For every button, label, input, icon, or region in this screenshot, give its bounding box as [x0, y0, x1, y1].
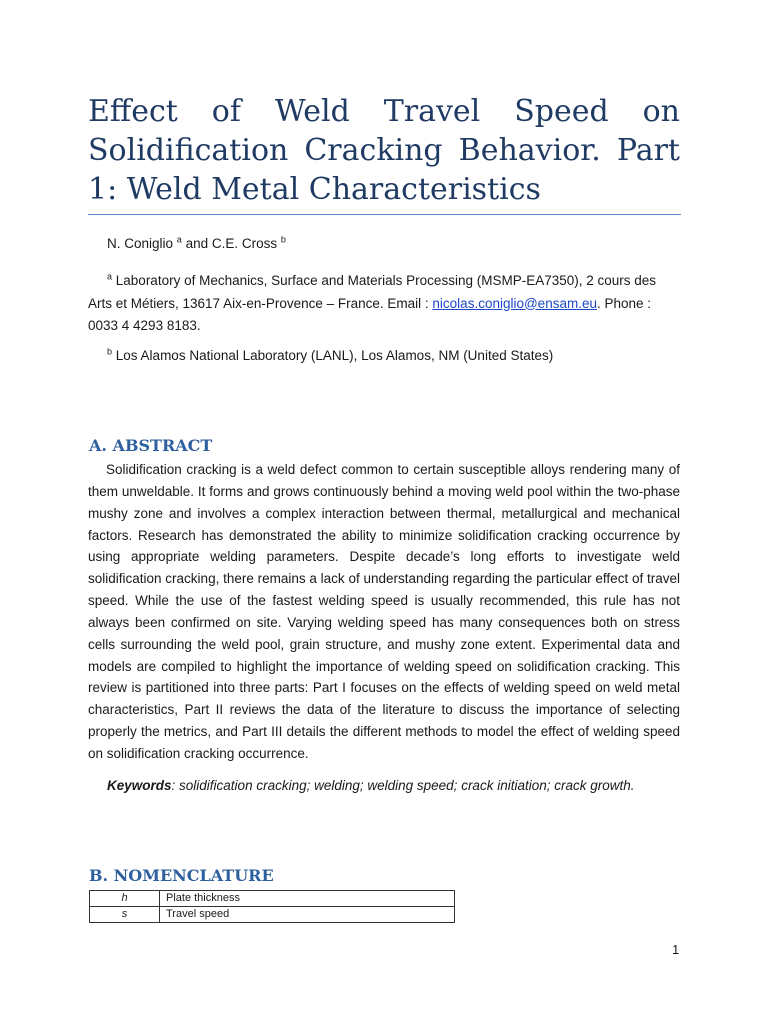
keywords-line — [107, 778, 635, 793]
keywords-text: : solidification cracking; welding; welding speed; crack initiation; crack growth. — [171, 778, 635, 793]
author-2: C.E. Cross — [211, 236, 278, 251]
table-row — [90, 891, 455, 907]
affiliation-b-mark: b — [107, 346, 113, 357]
affiliation-a-text: Laboratory of Mechanics, Surface and Materials Processing (MSMP-EA7350), 2 cours des Arts et Métiers, 13617 Aix-en-Provence – France. Email : — [88, 273, 657, 311]
nomenclature-heading: B. NOMENCLATURE — [89, 866, 274, 885]
affiliation-a-phone: . Phone : 0033 4 4293 8183. — [88, 295, 652, 333]
author-1: N. Coniglio — [107, 236, 174, 251]
author-line — [107, 236, 286, 251]
abstract-body: Solidification cracking is a weld defect common to certain susceptible alloys rendering many of them unweldable. It forms and grows continuously behind a moving weld pool within the two-phase mushy zone and involves a complex interaction between thermal, metallurgical and mechanical factors. Research has demonstrated the ability to minimize solidification cracking occurrence by using appropriate welding parameters. Despite decade’s long efforts to investigate weld solidification cracking, there remains a lack of understanding regarding the particular effect of travel speed. While the use of the fastest welding speed is usually recommended, this rule has not always been confirmed on site. Varying welding speed has many consequences both on stress cells surrounding the weld pool, grain structure, and mushy zone extent. Experimental data and models are compiled to highlight the importance of welding speed on solidification cracking. This review is partitioned into three parts: Part I focuses on the effects of welding speed on weld metal characteristics, Part II reviews the data of the literature to discuss the importance of selecting properly the metrics, and Part III details the different methods to model the effect of welding speed on solidification cracking occurrence. — [88, 462, 680, 761]
author-1-affil-mark: a — [176, 234, 182, 245]
author-2-affil-mark: b — [280, 234, 286, 245]
paper-title: Effect of Weld Travel Speed on Solidification Cracking Behavior. Part 1: Weld Metal Characteristics — [88, 94, 680, 207]
author-conjunction: and — [185, 236, 209, 251]
nomenclature-table — [89, 890, 455, 923]
symbol-cell: s — [90, 907, 160, 923]
affiliation-b-text: Los Alamos National Laboratory (LANL), Los Alamos, NM (United States) — [115, 348, 554, 363]
keywords-label: Keywords — [107, 778, 172, 793]
symbol-cell: h — [90, 891, 160, 907]
title-divider — [88, 214, 681, 215]
table-row — [90, 907, 455, 923]
meaning-cell: Plate thickness — [160, 891, 455, 907]
email-link[interactable]: nicolas.coniglio@ensam.eu — [432, 295, 597, 311]
abstract-heading: A. ABSTRACT — [89, 436, 213, 455]
page-number: 1 — [672, 942, 680, 957]
affiliation-a-mark: a — [107, 271, 113, 282]
affiliation-b — [107, 348, 553, 363]
affiliation-a — [88, 270, 680, 338]
meaning-cell: Travel speed — [160, 907, 455, 923]
